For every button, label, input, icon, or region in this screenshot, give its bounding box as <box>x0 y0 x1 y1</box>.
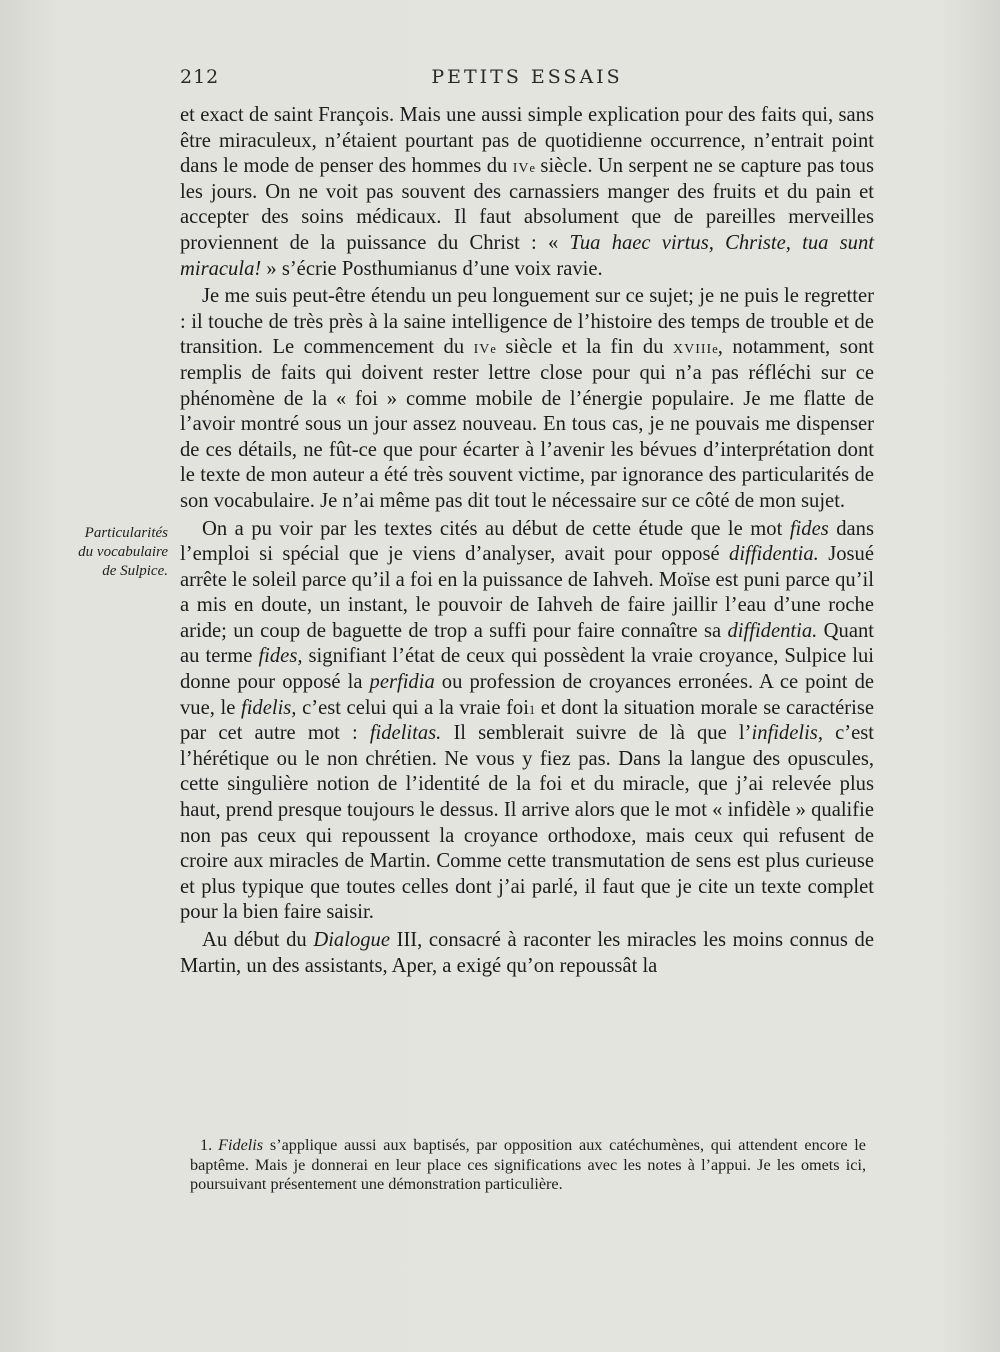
body-text <box>180 103 874 979</box>
latin-term: perfidia <box>369 671 435 694</box>
text-run: On a pu voir par les textes cités au début de cette étude que le mot <box>202 517 790 540</box>
page-number: 212 <box>180 66 220 88</box>
text-run: siècle et la fin du <box>495 336 674 359</box>
text-run: Quant au terme <box>180 619 874 668</box>
text-run: siècle. Un serpent ne se capture pas tous les jours. On ne voit pas souvent des carnassiers manger des fruits et du pain et accepter des soins médicaux. Il faut absolument que de pareilles merveilles proviennent de la puissance du Christ : « <box>180 155 874 254</box>
latin-quote: Tua haec virtus, Christe, tua sunt miracula! <box>180 231 874 280</box>
text-run: c’est l’hérétique ou le non chrétien. Ne vous y fiez pas. Dans la langue des opuscules, cette singulière notion de l’identité de la foi et du miracle, que j’ai relevée plus haut, prend presque toujours le dessus. Il arrive alors que le mot « infidèle » qualifie non pas ceux qui repoussent la croyance orthodoxe, mais ceux qui refusent de croire aux miracles de Martin. Comme cette transmutation de sens est plus curieuse et plus typique que toutes celles dont j’ai parlé, il faut que je cite un texte complet pour la bien faire saisir. <box>180 722 874 924</box>
running-title: PETITS ESSAIS <box>431 66 623 88</box>
text-run: signifiant l’état de ceux qui possèdent la vraie croyance, Sulpice lui donne pour opposé la <box>180 645 875 694</box>
century-numeral: iv <box>512 155 530 178</box>
margin-note-line: du vocabulaire <box>78 544 168 560</box>
latin-term: diffidentia. <box>727 619 818 642</box>
century-numeral: xviii <box>673 336 713 359</box>
text-run: dans l’emploi si spécial que je viens d’analyser, avait pour opposé <box>180 517 874 566</box>
superscript: e <box>529 161 536 176</box>
text-run: , notamment, sont remplis de faits qui doivent rester lettre close pour qui n’a pas réfléchi sur ce phénomène de la « foi » comme mobile de l’énergie populaire. Je me flatte de l’avoir montré sous un jour assez nouveau. En tous cas, je ne pouvais me dispenser de ces détails, ne fût-ce que pour écarter à l’avenir les bévues d’interprétation dont le texte de mon auteur a été très souvent victime, par ignorance des particularités de son vocabulaire. Je n’ai même pas dit tout le nécessaire sur ce côté de mon sujet. <box>180 336 875 512</box>
text-run: et exact de saint François. Mais une aussi simple explication pour des faits qui, sans être miraculeux, n’étaient pourtant pas de quotidienne occurrence, n’entrait point dans le mode de penser des hommes du <box>180 104 874 178</box>
superscript: e <box>490 342 496 357</box>
page-header <box>180 66 874 94</box>
text-run: c’est celui qui a la vraie foi <box>296 696 529 719</box>
margin-note-line: Particularités <box>84 525 168 541</box>
paragraph-1 <box>180 103 874 282</box>
latin-term: Fidelis <box>218 1136 264 1154</box>
century-numeral: iv <box>473 336 491 359</box>
work-title: Dialogue <box>313 929 390 951</box>
latin-term: diffidentia. <box>729 543 819 566</box>
text-run: et dont la situation morale se caractérise par cet autre mot : <box>180 696 875 745</box>
margin-note-line: de Sulpice. <box>102 563 168 579</box>
latin-term: fidelitas. <box>369 722 442 745</box>
latin-term: infidelis, <box>751 722 823 745</box>
text-run: ou profession de croyances erronées. A ce point de vue, le <box>180 671 875 719</box>
paragraph-4 <box>180 928 874 979</box>
superscript: e <box>712 342 718 357</box>
text-run: Je me suis peut-être étendu un peu longuement sur ce sujet; je ne puis le regretter : il touche de très près à la saine intelligence de l’histoire des temps de trouble et de transition. Le commencement du <box>180 285 874 359</box>
footnote-reference[interactable]: 1 <box>528 702 536 717</box>
footnote-text: s’applique aussi aux baptisés, par opposition aux catéchumènes, qui attendent encore le baptême. Mais je donnerai en leur place ces significations avec les notes à l’appui. Je les omets ici, poursuivant présentement une démonstration particulière. <box>190 1136 866 1194</box>
margin-note <box>38 524 168 581</box>
paragraph-2 <box>180 284 874 514</box>
footnote <box>190 1136 866 1195</box>
text-run: III, consacré à raconter les miracles les moins connus de Martin, un des assistants, Aper, a exigé qu’on repoussât la <box>180 929 874 977</box>
latin-term: fidelis, <box>240 696 297 719</box>
paragraph-3 <box>180 517 874 927</box>
text-run: Il semblerait suivre de là que l’ <box>441 722 752 745</box>
footnote-number: 1. <box>200 1136 213 1154</box>
latin-term: fides <box>789 517 829 540</box>
text-run: Au début du <box>202 929 314 951</box>
text-run: Josué arrête le soleil parce qu’il a foi en la puissance de Iahveh. Moïse est puni parce qu’il a mis en doute, un instant, le pouvoir de Iahveh de faire jaillir l’eau d’une roche aride; un coup de baguette de trop a suffi pour faire connaître sa <box>180 543 874 642</box>
latin-term: fides, <box>258 645 303 668</box>
text-run: » s’écrie Posthumianus d’une voix ravie. <box>261 257 603 280</box>
